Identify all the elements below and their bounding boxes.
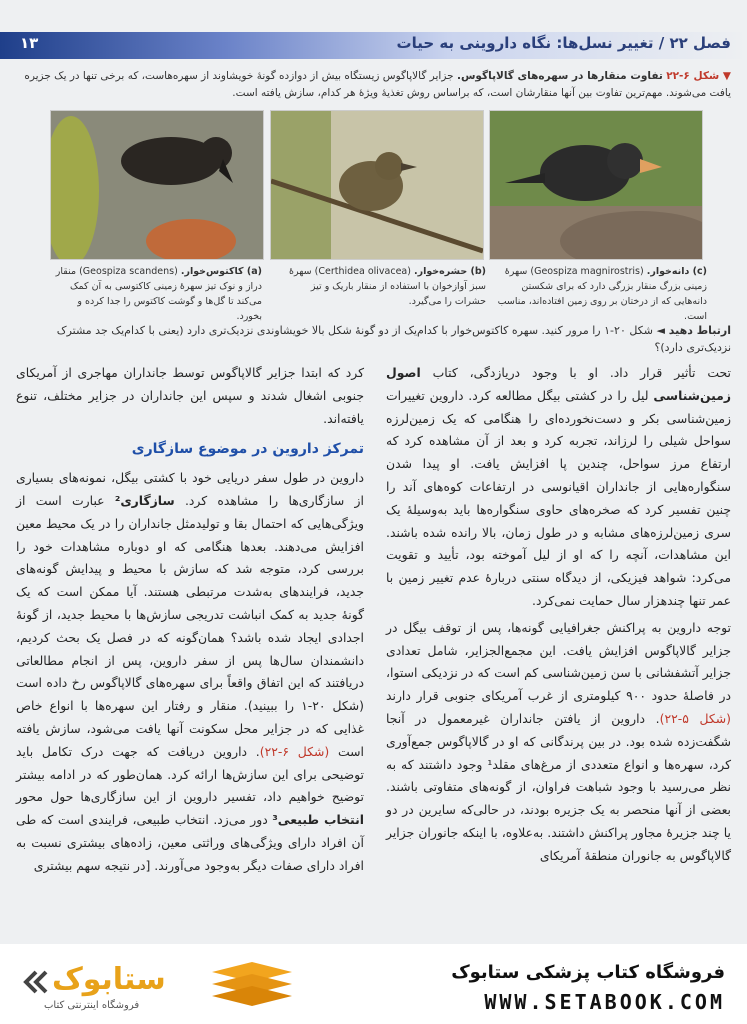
panel-a-species: (Geospiza scandens) [79,266,178,277]
chevrons-icon [22,968,50,996]
connect-label: ارتباط دهید ◄ [656,324,731,337]
book-logo-icon [212,962,292,1012]
text-run: لیل را در کشتی بیگل مطالعه کرد. داروین تغییرات زمین‌شناسی بکر و دست‌نخورده‌ای را هنگامی که یک زمین‌لرزه سواحل شیلی را لرزاند، تجربه کرد و بعد از آن مشاهده کرد که ارتفاع مرز سواحل، چندین پا افزایش یافت. او پیدا شدن سنگواره‌هایی از جانداران اقیانوسی در ارتفاعات کوه‌های آند را چنین تفسیر کرد که صخره‌های حاوی سنگواره‌ها باید به‌وسیلهٔ یک سری زمین‌لرزه‌های مشابه و در طول زمان، بالا رانده شده باشند. این مشاهدات، آنچه را که او از لیل آموخته بود، تأیید و تقویت می‌کرد: شواهد فیزیکی، از دیدگاه سنتی دربارهٔ عدم تغییر زمین با عمر تنها چندهزار سال حمایت نمی‌کرد. [386,387,731,608]
panel-b-text: سهرهٔ سبز آوازخوان با استفاده از منقار باریک و تیز حشرات را می‌گیرد. [289,266,486,307]
panel-a-text: منقار دراز و نوک تیز سهرهٔ زمینی کاکتوسی به آن کمک می‌کند تا گل‌ها و گوشت کاکتوس را جدا کرده و بخورد. [55,266,262,322]
figure-title: تفاوت منقارها در سهره‌های گالاپاگوس. [456,70,663,82]
left-paragraph-2 [16,467,364,877]
panel-a-caption [50,264,262,324]
panel-a-label: (a) کاکتوس‌خوار. [180,266,262,277]
connect-question [16,322,731,356]
photo-cactus-finch [50,110,264,260]
left-column [16,362,364,882]
logo-wordmark: ستابوک [52,962,166,997]
panel-c-label: (c) دانه‌خوار. [646,266,707,277]
panel-c-caption [495,264,707,324]
panel-b-species: (Certhidea olivacea) [314,266,411,277]
key-term-adaptation: سازگاری² [114,492,175,508]
large-ground-finch-image [490,111,702,259]
right-paragraph-2 [386,617,731,868]
cactus-finch-image [51,111,263,259]
text-run: تحت تأثیر قرار داد. او با وجود دریازدگی، کتاب [420,365,731,380]
panel-c-text: سهرهٔ زمینی بزرگ منقار بزرگی دارد که برای شکستن دانه‌هایی که از درختان بر روی زمین افتاده‌اند، مناسب است. [497,266,707,322]
store-name: فروشگاه کتاب پزشکی ستابوک [451,962,725,983]
left-paragraph-1: کرد که ابتدا جزایر گالاپاگوس توسط جانداران مهاجری از آمریکای جنوبی اشغال شدند و سپس این جانداران در جزایر مختلف، تنوع یافته‌اند. [16,365,364,426]
chapter-title: فصل ۲۲ / تغییر نسل‌ها: نگاه داروینی به حیات [396,34,731,52]
panel-b-label: (b) حشره‌خوار. [414,266,486,277]
text-run: عبارت است از ویژگی‌هایی که احتمال بقا و تولیدمثل جانداران را در یک محیط معین افزایش می‌دهند. بعدها هنگامی که او دوباره مشاهدات خود را بررسی کرد، متوجه شد که سازش با محیط و پیدایش گونه‌های جدید، فرایندهای به‌شدت مرتبطی هستند. آیا ممکن است که یک گونهٔ جدید به کمک انباشت تدریجی سازش‌ها با محیط جدید، از گونهٔ اجدادی ایجاد شده باشد؟ همان‌گونه که در فصل یک بحث کردیم، دانشمندان سال‌ها پس از سفر داروین، پس از انجام مطالعاتی دریافتند که این اتفاق واقعاً برای سهره‌های گالاپاگوس رخ داده است (شکل ۲۰-۱ را ببینید). منقار و رفتار این سهره‌ها با انواع خاص غذایی که در جزایر محل سکونت آنها یافت می‌شود، سازش یافته است [16,492,364,759]
key-term-natural-selection: انتخاب طبیعی³ [272,812,364,828]
connect-text: شکل ۲۰-۱ را مرور کنید. سهره کاکتوس‌خوار با کدام‌یک از دو گونهٔ شکل بالا خویشاوندی نزدیک‌تری دارد (یعنی با کدام‌یک جد مشترک نزدیک‌تری دارد)؟ [56,324,731,354]
section-heading: تمرکز داروین در موضوع سازگاری [131,441,364,458]
right-column [386,362,731,872]
photo-large-ground-finch [489,110,703,260]
logo-subtitle: فروشگاه اینترنتی کتاب [44,1000,140,1011]
figure-reference-link[interactable]: (شکل ۵-۲۲) [659,710,731,726]
photo-warbler-finch [270,110,484,260]
panel-b-caption [278,264,486,309]
figure-caption [16,68,731,102]
right-paragraph-1 [386,362,731,613]
store-url[interactable]: WWW.SETABOOK.COM [484,990,725,1014]
text-run: دور می‌زد. انتخاب طبیعی، فرایندی است که طی آن افراد دارای ویژگی‌های وراثتی معین، زاده‌های بیشتری نسبت به افراد دارای صفات دیگر به‌وجود می‌آورند. [در نتیجه سهم بیشتری [16,812,364,873]
text-run: . داروین از یافتن جانداران غیرمعمول در آنجا شگفت‌زده شده بود. در بین پرندگانی که او در گالاپاگوس جمع‌آوری کرد، سهره‌ها و انواع متعددی از مرغ‌های مقلد¹ وجود داشتند که به نظر می‌رسید با وجود شباهت فراوان، از گونه‌های متفاوتی باشند. بعضی از آنها منحصر به یک جزیره بودند، در حالی‌که سایرین در دو یا چند جزیرهٔ مجاور پراکنش داشتند. به‌علاوه، با اینکه جانوران جزایر گالاپاگوس به جانوران منطقهٔ آمریکای [386,710,731,863]
book-title: اصول زمین‌شناسی [386,365,731,403]
page-number: ۱۳ [20,34,39,52]
text-run: . داروین دریافت که جهت درک تکامل باید توضیحی برای این سازش‌ها ارائه کرد. همان‌طور که در ادامه بیشتر توضیح خواهیم داد، تفسیر داروین از این سازگاری‌ها حول محور [16,743,364,805]
warbler-finch-image [271,111,483,259]
figure-caption-text: جزایر گالاپاگوس زیستگاه بیش از دوازده گونهٔ خویشاوند از سهره‌هاست، که برخی تنها در یک جزیره یافت می‌شوند. مهم‌ترین تفاوت بین آنها منقارشان است، که براساس روش تغذیهٔ ویژهٔ هر کدام، سازش یافته است. [24,70,731,99]
figure-label: ▼ شکل ۶-۲۲ [666,70,731,82]
text-run: داروین در طول سفر دریایی خود با کشتی بیگل، نمونه‌های بسیاری از سازگاری‌ها را مشاهده کرد. [16,470,364,508]
text-run: توجه داروین به پراکنش جغرافیایی گونه‌ها، پس از توقف بیگل در جزایر گالاپاگوس افزایش یافت. این مجمع‌الجزایر، شامل تعدادی جزایر آتشفشانی با سن زمین‌شناسی کم است که در نزدیکی استوا، در فاصلهٔ حدود ۹۰۰ کیلومتری از غرب آمریکای جنوبی قرار دارند [386,619,731,704]
figure-reference-link[interactable]: (شکل ۶-۲۲) [259,743,330,759]
panel-c-species: (Geospiza magnirostris) [530,266,644,277]
